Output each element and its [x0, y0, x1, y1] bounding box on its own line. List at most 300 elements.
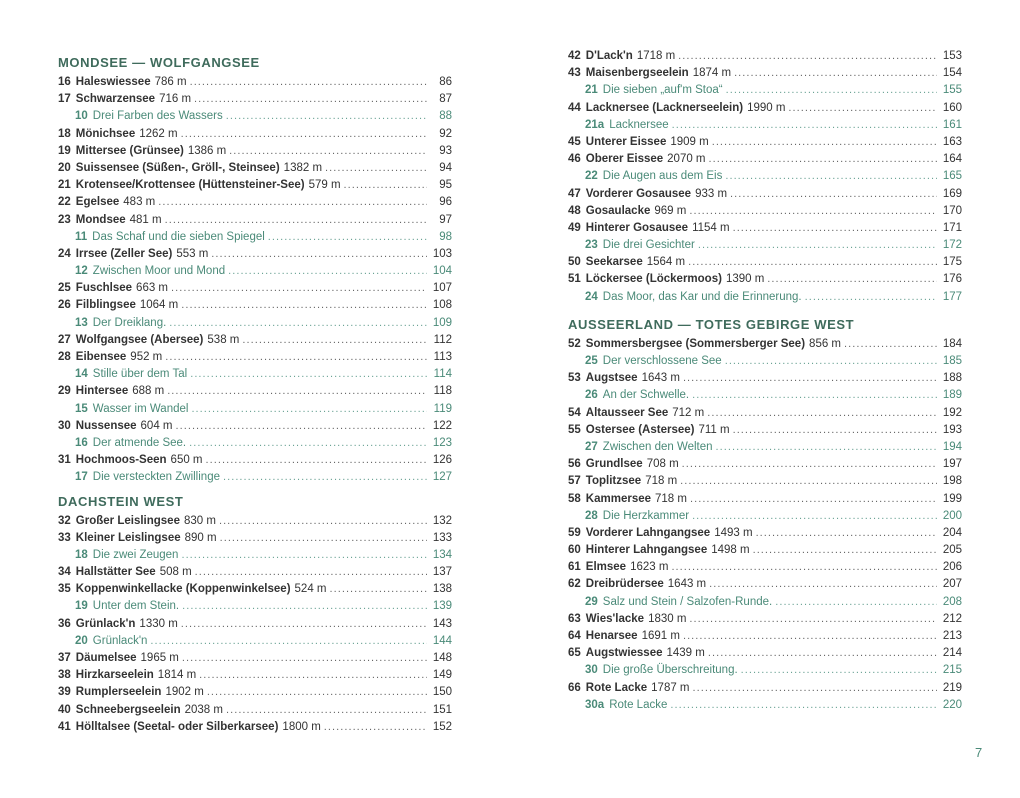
section-heading-ausseerland-totes-gebirge-west: AUSSEERLAND — TOTES GEBIRGE WEST: [568, 316, 855, 332]
entry-page-number: 170: [942, 204, 962, 217]
dot-leader: [805, 289, 937, 306]
toc-lake-entry-30[interactable]: [58, 418, 452, 435]
entry-title: Ostersee (Astersee): [585, 423, 695, 436]
entry-number: 23: [585, 239, 598, 252]
entry-number: 60: [568, 544, 581, 557]
toc-lake-entry-49[interactable]: [568, 220, 962, 237]
toc-lake-entry-46[interactable]: [568, 151, 962, 168]
dot-leader: [734, 65, 937, 82]
toc-lake-entry-63[interactable]: [568, 611, 962, 628]
toc-lake-entry-42[interactable]: [568, 48, 962, 65]
dot-leader: [199, 667, 427, 684]
entry-number: 25: [58, 282, 71, 295]
toc-lake-entry-35[interactable]: [58, 581, 452, 598]
toc-lake-entry-47[interactable]: [568, 186, 962, 203]
entry-page-number: 138: [432, 583, 452, 596]
toc-lake-entry-29[interactable]: [58, 383, 452, 400]
toc-tour-entry-14[interactable]: [58, 366, 452, 383]
entry-page-number: 194: [942, 440, 962, 453]
entry-page-number: 165: [942, 170, 962, 183]
toc-left-column: [58, 48, 452, 736]
entry-title: Däumelsee: [75, 652, 137, 664]
entry-page-number: 192: [942, 406, 962, 419]
entry-page-number: 197: [942, 458, 962, 471]
entry-page-number: 92: [439, 127, 452, 140]
entry-page-number: 220: [942, 698, 962, 711]
entry-number: 26: [585, 389, 598, 402]
dot-leader: [228, 263, 427, 280]
dot-leader: [182, 650, 427, 667]
entry-elevation: 688 m: [132, 385, 165, 398]
toc-lake-entry-60[interactable]: [568, 542, 962, 559]
dot-leader: [741, 662, 937, 679]
entry-number: 41: [58, 720, 71, 733]
entry-title: Gosaulacke: [585, 204, 651, 217]
entry-number: 34: [58, 566, 71, 579]
entry-title: Schneebergseelein: [75, 703, 181, 716]
entry-title: Eibensee: [75, 351, 127, 363]
toc-lake-entry-22[interactable]: [58, 194, 452, 211]
entry-number: 43: [568, 67, 581, 80]
entry-elevation: 1564 m: [646, 256, 686, 269]
entry-title: Mönichsee: [75, 127, 136, 140]
entry-page-number: 184: [942, 337, 962, 350]
entry-number: 29: [585, 595, 598, 608]
entry-number: 51: [568, 273, 581, 286]
entry-page-number: 133: [432, 531, 452, 544]
entry-title: Fuschlsee: [75, 282, 133, 295]
entry-title: Hochmoos-Seen: [75, 454, 167, 467]
entry-elevation: 712 m: [672, 406, 705, 419]
toc-tour-entry-15[interactable]: [58, 401, 452, 418]
entry-number: 30a: [585, 698, 605, 711]
toc-tour-entry-18[interactable]: [58, 547, 452, 564]
dot-leader: [680, 473, 937, 490]
entry-title: Hallstätter See: [75, 566, 156, 579]
entry-title: Der Dreiklang.: [92, 316, 167, 329]
entry-number: 18: [58, 127, 71, 140]
toc-tour-entry-22[interactable]: [568, 168, 962, 185]
entry-page-number: 171: [942, 221, 962, 234]
entry-page-number: 175: [942, 256, 962, 269]
dot-leader: [726, 82, 937, 99]
entry-number: 65: [568, 647, 581, 660]
entry-elevation: 1439 m: [666, 647, 705, 660]
entry-page-number: 153: [942, 50, 962, 62]
entry-elevation: 1330 m: [139, 617, 178, 630]
entry-number: 39: [58, 686, 71, 699]
toc-lake-entry-45[interactable]: [568, 134, 962, 151]
entry-page-number: 132: [432, 514, 452, 527]
entry-elevation: 708 m: [646, 458, 679, 471]
entry-page-number: 144: [432, 634, 452, 647]
dot-leader: [242, 332, 427, 349]
entry-page-number: 107: [432, 282, 452, 295]
entry-title: Die Augen aus dem Eis: [602, 170, 723, 183]
dot-leader: [709, 151, 937, 168]
dot-leader: [219, 513, 427, 530]
toc-lake-entry-16[interactable]: [58, 74, 452, 91]
entry-elevation: 1390 m: [725, 273, 765, 286]
dot-leader: [689, 611, 937, 628]
toc-lake-entry-38[interactable]: [58, 667, 452, 684]
dot-leader: [169, 315, 427, 332]
toc-lake-entry-27[interactable]: [58, 332, 452, 349]
dot-leader: [330, 581, 428, 598]
toc-tour-entry-27[interactable]: [568, 439, 962, 456]
dot-leader: [712, 134, 937, 151]
dot-leader: [690, 491, 937, 508]
dot-leader: [165, 349, 427, 366]
entry-elevation: 711 m: [698, 423, 730, 436]
entry-title: Wasser im Wandel: [92, 402, 189, 415]
entry-number: 33: [58, 531, 71, 544]
dot-leader: [167, 383, 427, 400]
entry-page-number: 118: [433, 385, 452, 398]
toc-lake-entry-51[interactable]: [568, 271, 962, 288]
dot-leader: [844, 336, 937, 353]
dot-leader: [733, 422, 937, 439]
entry-elevation: 1691 m: [641, 630, 680, 642]
dot-leader: [683, 370, 937, 387]
entry-title: Seekarsee: [585, 256, 643, 269]
entry-page-number: 114: [433, 368, 452, 381]
toc-tour-entry-30a[interactable]: [568, 697, 962, 714]
entry-title: Altausseer See: [585, 406, 669, 419]
entry-elevation: 1498 m: [711, 544, 750, 557]
toc-lake-entry-24[interactable]: [58, 246, 452, 263]
entry-elevation: 1643 m: [667, 578, 707, 591]
entry-elevation: 663 m: [136, 282, 169, 295]
toc-tour-entry-11[interactable]: [58, 229, 452, 246]
entry-page-number: 152: [432, 720, 452, 733]
entry-elevation: 1990 m: [747, 101, 786, 114]
dot-leader: [672, 117, 937, 134]
toc-tour-entry-26[interactable]: [568, 387, 962, 404]
entry-page-number: 205: [942, 544, 962, 557]
dot-leader: [671, 559, 937, 576]
toc-tour-entry-21[interactable]: [568, 82, 962, 99]
entry-title: Stille über dem Tal: [92, 368, 188, 381]
entry-number: 55: [568, 423, 581, 436]
entry-title: Koppenwinkellacke (Koppenwinkelsee): [75, 583, 291, 596]
entry-title: Unterer Eissee: [585, 135, 667, 148]
dot-leader: [682, 456, 937, 473]
entry-page-number: 143: [432, 617, 452, 630]
entry-number: 10: [75, 110, 88, 123]
entry-elevation: 718 m: [655, 492, 687, 505]
entry-number: 24: [58, 247, 71, 260]
toc-tour-entry-10[interactable]: [58, 108, 452, 125]
toc-lake-entry-41[interactable]: [58, 719, 452, 736]
entry-elevation: 2038 m: [184, 703, 223, 716]
entry-elevation: 1386 m: [187, 144, 227, 157]
entry-page-number: 206: [942, 561, 962, 574]
toc-lake-entry-26[interactable]: [58, 297, 452, 314]
entry-elevation: 579 m: [308, 179, 341, 192]
entry-elevation: 1902 m: [165, 686, 204, 699]
entry-title: Irrsee (Zeller See): [75, 247, 173, 260]
entry-title: Die sieben „auf'm Stoa“: [602, 84, 723, 97]
entry-page-number: 112: [433, 333, 452, 346]
entry-page-number: 161: [942, 118, 962, 131]
toc-tour-entry-30[interactable]: [568, 662, 962, 679]
dot-leader: [190, 74, 427, 91]
entry-number: 25: [585, 355, 598, 367]
entry-title: Kleiner Leislingsee: [75, 531, 181, 544]
dot-leader: [730, 186, 937, 203]
entry-elevation: 483 m: [123, 196, 156, 209]
entry-number: 19: [58, 144, 71, 157]
entry-title: Das Moor, das Kar und die Erinnerung.: [602, 290, 802, 303]
dot-leader: [165, 212, 427, 229]
toc-lake-entry-20[interactable]: [58, 160, 452, 177]
dot-leader: [324, 719, 427, 736]
entry-page-number: 103: [432, 247, 452, 260]
entry-number: 23: [58, 213, 71, 226]
entry-title: Lacknersee (Lacknerseelein): [585, 101, 744, 114]
toc-lake-entry-28[interactable]: [58, 349, 452, 366]
dot-leader: [207, 684, 427, 701]
toc-lake-entry-43[interactable]: [568, 65, 962, 82]
entry-page-number: 104: [432, 265, 452, 278]
entry-title: Unter dem Stein.: [92, 600, 180, 613]
dot-leader: [191, 401, 427, 418]
dot-leader: [171, 280, 427, 297]
entry-title: Grundlsee: [585, 458, 643, 471]
entry-number: 57: [568, 475, 581, 488]
entry-number: 63: [568, 612, 581, 625]
entry-number: 11: [75, 230, 88, 243]
dot-leader: [194, 91, 427, 108]
entry-title: Suissensee (Süßen-, Gröll-, Steinsee): [75, 161, 280, 174]
toc-tour-entry-19[interactable]: [58, 598, 452, 615]
entry-elevation: 856 m: [809, 337, 842, 350]
toc-lake-entry-54[interactable]: [568, 405, 962, 422]
toc-lake-entry-33[interactable]: [58, 530, 452, 547]
entry-number: 54: [568, 406, 581, 419]
toc-lake-entry-40[interactable]: [58, 702, 452, 719]
toc-lake-entry-56[interactable]: [568, 456, 962, 473]
entry-number: 21: [58, 179, 71, 192]
entry-number: 59: [568, 526, 581, 539]
entry-elevation: 650 m: [170, 454, 203, 467]
entry-number: 16: [58, 76, 71, 88]
entry-elevation: 553 m: [176, 247, 209, 260]
entry-page-number: 200: [942, 509, 962, 522]
dot-leader: [223, 469, 427, 486]
entry-page-number: 134: [432, 548, 452, 561]
toc-lake-entry-55[interactable]: [568, 422, 962, 439]
entry-number: 61: [568, 561, 581, 574]
entry-page-number: 185: [942, 355, 962, 367]
entry-page-number: 208: [942, 595, 962, 608]
dot-leader: [707, 405, 937, 422]
entry-title: Haleswiessee: [75, 76, 151, 88]
entry-page-number: 213: [942, 630, 962, 642]
toc-lake-entry-25[interactable]: [58, 280, 452, 297]
toc-lake-entry-23[interactable]: [58, 212, 452, 229]
entry-page-number: 94: [439, 161, 452, 174]
entry-number: 52: [568, 337, 581, 350]
dot-leader: [733, 220, 937, 237]
entry-title: Salz und Stein / Salzofen-Runde.: [602, 595, 773, 608]
toc-lake-entry-32[interactable]: [58, 513, 452, 530]
toc-lake-entry-36[interactable]: [58, 616, 452, 633]
entry-elevation: 1787 m: [651, 681, 690, 694]
dot-leader: [756, 525, 937, 542]
dot-leader: [211, 246, 427, 263]
toc-lake-entry-17[interactable]: [58, 91, 452, 108]
toc-tour-entry-16[interactable]: [58, 435, 452, 452]
toc-lake-entry-48[interactable]: [568, 203, 962, 220]
entry-elevation: 1909 m: [670, 135, 709, 148]
entry-elevation: 969 m: [654, 204, 687, 217]
toc-tour-entry-17[interactable]: [58, 469, 452, 486]
entry-number: 58: [568, 492, 581, 505]
entry-page-number: 204: [942, 526, 962, 539]
entry-title: Sommersbergsee (Sommersberger See): [585, 337, 806, 350]
toc-lake-entry-31[interactable]: [58, 452, 452, 469]
dot-leader: [229, 143, 427, 160]
toc-lake-entry-59[interactable]: [568, 525, 962, 542]
toc-lake-entry-18[interactable]: [58, 126, 452, 143]
dot-leader: [189, 435, 427, 452]
toc-lake-entry-62[interactable]: [568, 576, 962, 593]
entry-title: Die Herzkammer: [602, 509, 690, 522]
toc-lake-entry-21[interactable]: [58, 177, 452, 194]
toc-lake-entry-37[interactable]: [58, 650, 452, 667]
entry-title: Die zwei Zeugen: [92, 548, 179, 561]
toc-lake-entry-50[interactable]: [568, 254, 962, 271]
dot-leader: [716, 439, 937, 456]
entry-title: Egelsee: [75, 196, 120, 209]
entry-number: 30: [585, 664, 598, 677]
entry-page-number: 188: [942, 372, 962, 385]
entry-elevation: 1262 m: [139, 127, 178, 140]
toc-lake-entry-52[interactable]: [568, 336, 962, 353]
entry-number: 27: [585, 440, 598, 453]
entry-elevation: 604 m: [140, 419, 173, 432]
entry-title: Vorderer Gosausee: [585, 187, 692, 200]
entry-number: 31: [58, 454, 71, 467]
dot-leader: [220, 530, 427, 547]
dot-leader: [150, 633, 427, 650]
toc-tour-entry-20[interactable]: [58, 633, 452, 650]
entry-page-number: 97: [439, 213, 452, 226]
entry-title: Wolfgangsee (Abersee): [75, 333, 204, 346]
entry-elevation: 1718 m: [636, 50, 676, 62]
toc-lake-entry-19[interactable]: [58, 143, 452, 160]
entry-elevation: 1493 m: [714, 526, 753, 539]
entry-title: Drei Farben des Wassers: [92, 110, 223, 123]
entry-number: 16: [75, 436, 88, 449]
entry-number: 20: [75, 634, 88, 647]
toc-lake-entry-39[interactable]: [58, 684, 452, 701]
section-heading-dachstein-west: DACHSTEIN WEST: [58, 493, 184, 509]
entry-number: 38: [58, 669, 71, 682]
toc-tour-entry-21a[interactable]: [568, 117, 962, 134]
entry-number: 28: [585, 509, 598, 522]
toc-lake-entry-61[interactable]: [568, 559, 962, 576]
toc-tour-entry-24[interactable]: [568, 289, 962, 306]
entry-number: 28: [58, 351, 71, 363]
entry-page-number: 122: [432, 419, 452, 432]
entry-number: 64: [568, 630, 581, 642]
entry-number: 15: [75, 402, 88, 415]
entry-elevation: 933 m: [695, 187, 728, 200]
entry-number: 49: [568, 221, 581, 234]
entry-number: 17: [58, 93, 71, 106]
entry-title: Hintersee: [75, 385, 129, 398]
toc-tour-entry-25[interactable]: [568, 353, 962, 370]
entry-page-number: 155: [942, 84, 962, 97]
entry-elevation: 1814 m: [157, 669, 197, 682]
entry-number: 22: [585, 170, 598, 183]
entry-title: Löckersee (Löckermoos): [585, 273, 722, 286]
dot-leader: [195, 564, 427, 581]
entry-title: Maisenbergseelein: [585, 67, 689, 80]
entry-title: D'Lack'n: [585, 50, 633, 62]
entry-number: 24: [585, 290, 598, 303]
dot-leader: [698, 237, 937, 254]
toc-tour-entry-23[interactable]: [568, 237, 962, 254]
toc-tour-entry-12[interactable]: [58, 263, 452, 280]
entry-elevation: 1064 m: [139, 299, 179, 312]
entry-elevation: 1874 m: [692, 67, 732, 80]
entry-number: 21a: [585, 118, 605, 131]
toc-lake-entry-66[interactable]: [568, 680, 962, 697]
entry-elevation: 1643 m: [641, 372, 680, 385]
entry-number: 22: [58, 196, 71, 209]
entry-title: Schwarzensee: [75, 93, 156, 106]
entry-number: 32: [58, 514, 71, 527]
dot-leader: [158, 194, 427, 211]
entry-number: 48: [568, 204, 581, 217]
toc-lake-entry-64[interactable]: [568, 628, 962, 645]
entry-title: Rote Lacke: [609, 698, 668, 711]
toc-lake-entry-44[interactable]: [568, 100, 962, 117]
toc-tour-entry-13[interactable]: [58, 315, 452, 332]
dot-leader: [767, 271, 937, 288]
entry-number: 40: [58, 703, 71, 716]
dot-leader: [325, 160, 427, 177]
entry-number: 19: [75, 600, 88, 613]
entry-page-number: 172: [942, 239, 962, 252]
entry-number: 37: [58, 652, 71, 664]
dot-leader: [689, 203, 937, 220]
entry-page-number: 93: [439, 144, 452, 157]
toc-lake-entry-65[interactable]: [568, 645, 962, 662]
toc-tour-entry-29[interactable]: [568, 594, 962, 611]
entry-number: 46: [568, 153, 581, 166]
dot-leader: [708, 645, 937, 662]
toc-lake-entry-57[interactable]: [568, 473, 962, 490]
toc-lake-entry-58[interactable]: [568, 491, 962, 508]
entry-number: 44: [568, 101, 581, 114]
toc-tour-entry-28[interactable]: [568, 508, 962, 525]
entry-elevation: 1800 m: [282, 720, 321, 733]
entry-page-number: 193: [942, 423, 962, 436]
entry-page-number: 164: [942, 153, 962, 166]
entry-page-number: 169: [942, 187, 962, 200]
entry-page-number: 215: [942, 664, 962, 677]
entry-page-number: 137: [432, 566, 452, 579]
entry-title: Elmsee: [585, 561, 627, 574]
toc-lake-entry-34[interactable]: [58, 564, 452, 581]
entry-title: An der Schwelle.: [602, 389, 690, 402]
toc-lake-entry-53[interactable]: [568, 370, 962, 387]
